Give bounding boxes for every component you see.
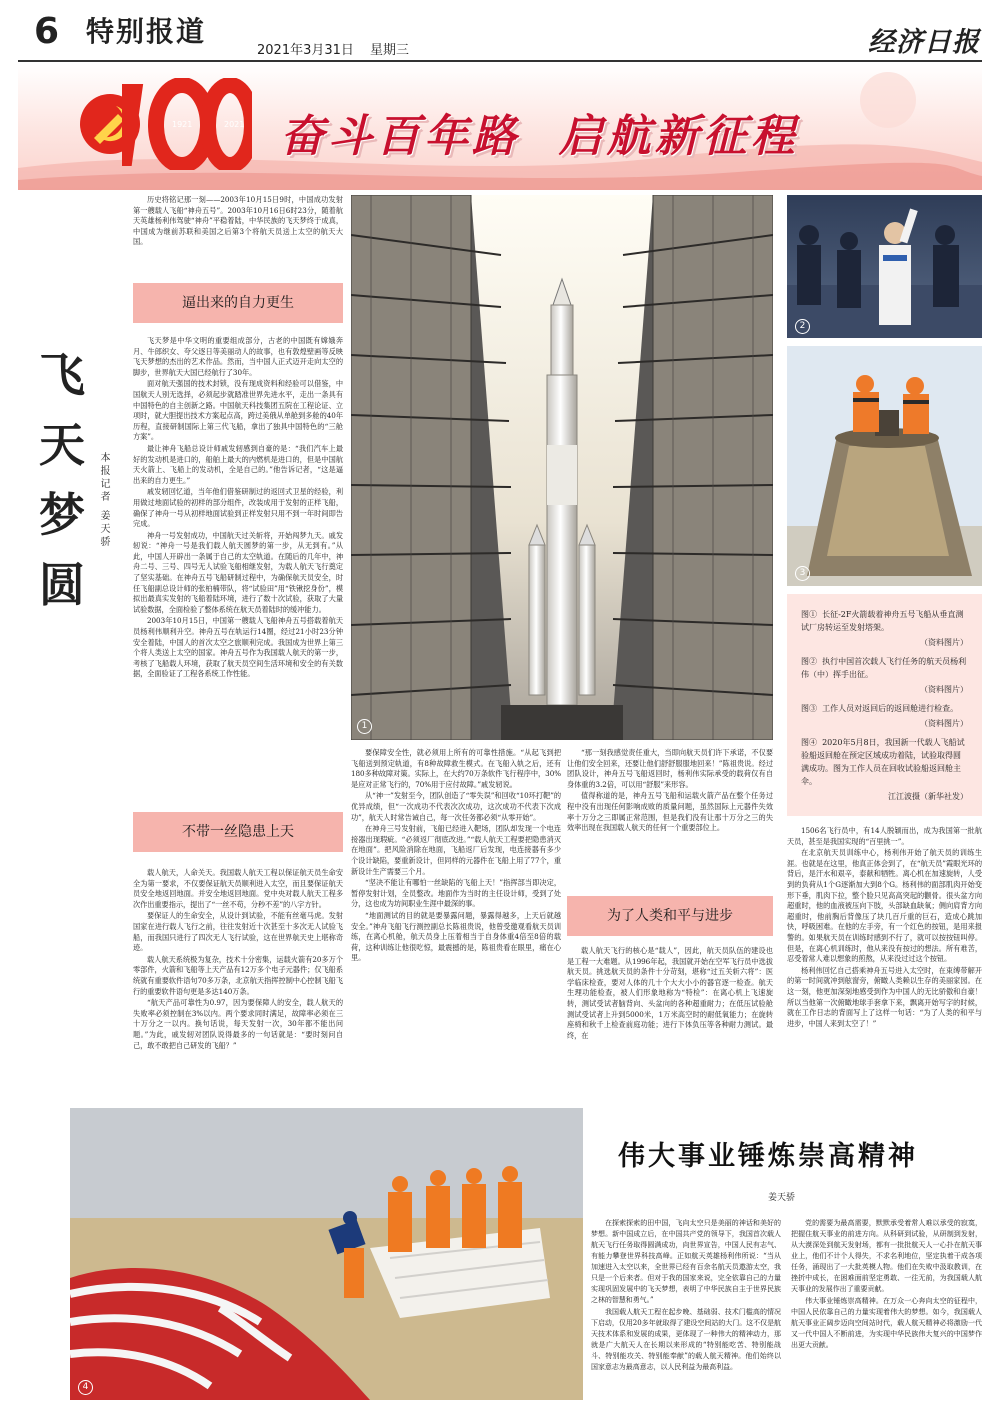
body-paragraph: 在北京航天员训练中心，杨利伟开始了航天员的训练生涯。也就是在这里，他真正体会到了，在“航天员”霞眼光环的背后，是汗水和艰辛，泰献和牺牲。离心机在加速旋转，人受到的负荷从1个G逐渐加大到8个G。杨利伟的面部肌肉开始变形下垂，肌肉下拉，整个脸只见高高突起的颧骨。很头盆方向超重时，他的血液被压向下肢，头部缺血缺氧；侧向肩背方向超重时，他前胸后背像压了块几百斤重的巨石，造成心跳加快，呼吸困难。在他的左手旁，有一个红色的按钮，是用来报警的。如果航天员在训练时感到不行了，就可以按按钮叫停。但是，在离心机训练时，他从来没有按过的想法。所有难苦，忍受着常人难以想象的煎熬，从来没过过这个按钮。 [787, 848, 982, 964]
photo-astronaut-send-off [787, 195, 982, 338]
column-1-part-2 [133, 868, 343, 1060]
page-number: 6 [34, 11, 60, 52]
caption-2 [801, 655, 968, 681]
body-paragraph: 载人航天飞行的核心是“载人”，因此，航天员队伍的建设也是工程一大难题。从1996年起，我国就开始在空军飞行员中选拔航天员。挑选航天员的条件十分苛刻，堪称“过五关斩六将”：医学临床检查，要对人体的几十个大大小小的器官逐一检查。航天生理功能检查，被人们形象地称为“特检”：在离心机上飞速旋转，测试受试者脑背向、头盆向的各种超重耐力；在低压试验舱测试受试者上升到5000米，1万米高空时的耐低氧能力；在旋转座椅和秋千上检查前庭功能；进行下体负压等各种耐力测试。最终，在 [567, 946, 773, 1040]
body-paragraph: 1506名飞行员中，有14人脱颖而出，成为我国第一批航天员，甚至是我国实现的“百里挑一”。 [787, 826, 982, 846]
body-paragraph: 党的需要为最高需要，默默承受着常人难以承受的寂寞，把握住航天事业的前进方向。从科研到试验，从研制到发射，从大漠深处到航天发射场，都有一批批航天人一心扑在航天事业上，他们不计个人得失，不求名利地位，坚定执着干成各项任务，涌现出了一大批英模人物。他们在失败中汲取教训，在挫折中成长，在困难面前坚定勇敢、一往无前，为我国载人航天事业的发展作出了重要贡献。 [791, 1219, 982, 1293]
caption-source: （资料图片） [920, 638, 968, 647]
caption-4 [801, 736, 968, 788]
byline: 本报记者 姜天骄 [98, 452, 109, 550]
caption-text: 长征-2F火箭载着神舟五号飞船从垂直测试厂房转运至发射塔架。 [801, 610, 964, 632]
column-4 [787, 826, 982, 1060]
header-rule [18, 60, 982, 62]
body-paragraph: 神舟一号发射成功，中国航天过关斩将，开始闯梦九天。戚发轫说：“神舟一号是我们载人航天圆梦的第一步，从无到有。”从此，中国人开辟出一条属于自己的太空轨道。在随后的几年中，神舟二号、三号、四号无人试验飞船相继发射，为载人航天飞行奠定了坚实基础。在神舟五号飞船研制过程中，为确保航天员安全，时任飞船副总设计师的张柏楠带队，将“试验田”用“铁锹挖身份”，模拟出最真实发射的飞船着陆环境，进行了数十次试验，获取了大量试验数据，全面检验了整体系统在航天员着陆时的缓冲能力。 [133, 530, 343, 614]
body-paragraph: 从“神一”发射至今，团队创造了“零失误”和回收“10环打靶”的优异成绩，但“一次成功不代表次次成功，这次成功不代表下次成功”，航天人时常告诫自己，每一次任务都必须“从零开始”。 [351, 791, 561, 822]
column-1-part-1 [133, 336, 343, 792]
body-paragraph: 伟大事业锤炼崇高精神。在万众一心奔向太空的征程中，中国人民依靠自己的力量实现着伟大的梦想。如今，我国载人航天事业正阔步迈向空间站时代，载人航天精神必将激励一代又一代中国人不断前进，为实现中华民族伟大复兴的中国梦作出更大贡献。 [791, 1297, 982, 1349]
caption-3 [801, 702, 968, 715]
astronaut-crowd-illustration [787, 195, 982, 338]
caption-label: 图④ [801, 738, 817, 747]
body-paragraph: “航天产品可靠性为0.97，因为要保障人的安全，载人航天的失败率必须控制在3%以内。两个要求同时满足，故障率必须在三十万分之一以内。换句话说，每天发射一次，30年都不能出问题。”为此，戚发轫对团队说得最多的一句话就是：“要时刻问自己，敢不敢把自己研发的飞船？” [133, 998, 343, 1050]
photo-captions [787, 594, 982, 816]
body-paragraph: 要保障安全性，就必须用上所有的可靠性措施。“从起飞到把飞船送到预定轨道，有8种故障救生模式。在飞船入轨之后，还有180多种故障对策。实际上，在大约70万条软件飞行程序中，30%是应对正常飞行的，70%用于应付故障。”戚发轫说。 [351, 748, 561, 789]
caption-source: （资料图片） [920, 719, 968, 728]
column-3-part-1 [567, 748, 773, 888]
centenary-emblem [78, 78, 258, 170]
subheading-3: 为了人类和平与进步 [567, 896, 773, 936]
caption-text: 执行中国首次载人飞行任务的航天员杨利伟（中）挥手出征。 [801, 657, 967, 679]
headline-char: 梦 [39, 488, 85, 542]
body-paragraph: 在探索探索的田中国，飞向太空只是美丽的神话和美好的梦想。新中国成立后，在中国共产党的领导下，我国首次载人航天飞行任务取得圆满成功，向世界宣告，中国人民有志气、有能力攀登世界科技高峰。正如航天英雄杨利伟所说：“当从加速进入太空以来，全世界已经有百余名航天员遨游太空，我只是一个后来者。但对于我的国家来说，完全依靠自己的力量实现巩固发展中的飞天梦想，表明了中华民族自主于世界民族之林的智慧和勇气。” [591, 1219, 781, 1304]
photo-number-badge: 3 [795, 566, 810, 581]
banner-year-start: 1921 [172, 120, 193, 129]
caption-label: 图③ [801, 704, 817, 713]
body-paragraph: 2003年10月15日，中国第一艘载人飞船神舟五号搭载着航天员杨利伟顺利升空。神舟五号在轨运行14圈，经过21小时23分钟安全着陆，中国人的首次太空之旅顺利完成。我国成为世界上第三个将人类送上太空的国家。神舟五号作为我国载人航天的第一步，考核了飞船载人环境，获取了航天员空间生活环境和安全的有关数据，全面验证了工程各系统工作性能。 [133, 616, 343, 679]
capsule-illustration [787, 346, 982, 586]
body-paragraph: 载人航天，人命关天。我国载人航天工程以保证航天员生命安全为第一要求，不仅要保证航天员顺利进入太空，而且要保证航天员安全地返回地面。并安全地返回地面。党中央对载人航天工程多次作出重要指示，提出了“一丝不苟，分秒不差”的八字方针。 [133, 868, 343, 909]
body-paragraph: 飞天梦是中华文明的重要组成部分，古老的中国既有嫦娥奔月、牛郎织女、夸父逐日等美丽动人的故事，也有敦煌壁画等反映飞天梦想的杰出的艺术作品。然而，当中国人正式迈开走向太空的脚步，世界航天大国已经航行了30年。 [133, 336, 343, 377]
newspaper-logo: 经济日报 [868, 27, 980, 58]
caption-1 [801, 608, 968, 634]
photo-number-badge: 2 [795, 319, 810, 334]
commentary-title: 伟大事业锤炼崇高精神 [618, 1141, 918, 1172]
body-paragraph: 面对航天强国的技术封锁，没有现成资料和经验可以借鉴，中国航天人别无选择，必须起步就踏准世界先进水平，走出一条具有中国特色的自主创新之路。中国航天科技集团五院在工程论证、立项时，就大胆提出技术方案起点高，跨过美俄从单舱到多舱的40年历程，直接研制国际上第三代飞船，拿出了独具中国特色的“三舱方案”。 [133, 379, 343, 442]
caption-source: （资料图片） [920, 685, 968, 694]
headline-char: 飞 [39, 348, 85, 402]
section-title: 特别报道 [86, 15, 207, 48]
body-paragraph: 最让神舟飞船总设计师戚发轫感到自豪的是：“我们汽车上最好的发动机是进口的，船舶上最大的内燃机是进口的，但是中国航天火箭上、飞船上的发动机，全是自己的。”他告诉记者，“这是逼出来的自力更生。” [133, 443, 343, 485]
body-paragraph: 我国载人航天工程在起步晚、基础弱、技术门槛高的情况下启动，仅用20多年就取得了建设空间站的大门。这不仅是航天技术体系和发展的成果，更体现了一种伟大的精神动力，那就是广大航天人在长期以来形成的“特别能吃苦、特别能战斗、特别能攻关、特别能奉献”的载人航天精神。他们始终以国家意志为最高意志，以人民利益为最高利益。 [591, 1308, 781, 1371]
body-paragraph: 值得称道的是，神舟五号飞船和运载火箭产品在整个任务过程中没有出现任何影响成败的质量问题，虽然国际上元器件失效率十万分之三即属正常范围，但是我们没有让那十万分之三的失效率出现在我国载人航天的任何一个重要部位上。 [567, 791, 773, 833]
body-paragraph: 载人航天系统极为复杂，技术十分密集，运载火箭有20多万个零部件，火箭和飞船等上天产品有12万多个电子元器件；仅飞船系统就有重要软件语句70多万条，北京航天指挥控制中心控制飞船飞行的重要软件语句更是多达140万条。 [133, 954, 343, 996]
body-paragraph: “那一刻我感觉责任重大，当即向航天员们许下承诺，不仅要让他们安全回来，还要让他们舒舒服服地回来！”陈祖贵说。经过团队设计，神舟五号飞船返回时，杨利伟实际承受的载荷仅有自身体重的3.2倍，可以用“舒服”来形容。 [567, 748, 773, 789]
column-3-part-2 [567, 946, 773, 1060]
body-paragraph: “坚决不能让有哪怕一丝缺陷的飞船上天！”指挥部当即决定，暂停发射计划，全员整改。地面作为当时的主任设计师，受到了处分，这也成为坊间职业生涯中最深的事。 [351, 878, 561, 909]
caption-text: 工作人员对返回后的返回舱进行检查。 [822, 704, 959, 713]
caption-source: 江江波摄（新华社发） [888, 792, 968, 801]
body-paragraph: 戚发轫回忆道，当年他们借鉴研制过的返回式卫星的经验，利用做过地面试验的初样的部分组件，改装成用于发射的正样飞船，确保了神舟一号从初样地面试验到正样发射只用不到一年时间即告完成。 [133, 487, 343, 529]
article-intro [133, 195, 343, 275]
photo-number-badge: 4 [78, 1380, 93, 1395]
photo-return-capsule [787, 346, 982, 586]
caption-label: 图② [801, 657, 817, 666]
caption-label: 图① [801, 610, 817, 619]
body-paragraph: 杨利伟回忆自己搭乘神舟五号进入太空时，在束缚带解开的第一时间就冲到舷窗旁，俯瞰人类赖以生存的美丽家园。在这一刻，他更加深刻地感受到作为中国人的无比骄傲和自豪！所以当他第一次俯瞰地球手套拿下来，飘离开始写字的时候，就在工作日志的背面写上了这样一句话：“为了人类的和平与进步，中国人来到太空了！” [787, 965, 982, 1028]
commentary-column-a [591, 1218, 781, 1402]
headline-char: 圆 [39, 558, 85, 612]
rocket-scene-illustration [351, 195, 773, 740]
headline-char: 天 [39, 418, 85, 472]
intro-paragraph: 历史将铭记那一刻——2003年10月15日9时，中国成功发射第一艘载人飞船“神舟五号”。2003年10月16日6时23分，随着航天英雄杨利伟驾驶“神舟”平稳着陆，中华民族的飞天梦终于成真，中国成为继前苏联和美国之后第3个将航天员送上太空的航天大国。 [133, 195, 343, 247]
commentary-column-b [791, 1218, 982, 1402]
caption-text: 2020年5月8日，我国新一代载人飞船试验船返回舱在预定区域成功着陆，试验取得圆满成功。图为工作人员在回收试验船返回舱主伞。 [801, 738, 965, 786]
banner [18, 64, 982, 190]
banner-year-end: 2021 [224, 120, 245, 129]
column-2 [351, 748, 561, 1060]
body-paragraph: “地面测试的目的就是要暴露问题，暴露得越多，上天后就越安全。”神舟飞船飞行测控副总长陈祖贵说，他曾受邀观看航天员训练，在离心机舱，航天员身上压着相当于自身体重4倍至8倍的载荷，这种训练让他很吃惊，最震撼的是，陈祖贵看在眼里，痛在心里。 [351, 910, 561, 963]
photo-parachute-recovery [70, 1108, 583, 1400]
photo-rocket-transfer [351, 195, 773, 740]
commentary-author: 姜天骄 [768, 1193, 796, 1203]
body-paragraph: 要保证人的生命安全，从设计到试验，不能有丝毫马虎。发射国家在进行载人飞行之前，往往发射近十次甚至十多次无人试验飞船，而我国只进行了四次无人飞行试验，这在世界航天史上堪称奇迹。 [133, 911, 343, 953]
headline-vertical [34, 340, 94, 620]
subheading-2: 不带一丝隐患上天 [133, 812, 343, 852]
issue-weekday: 星期三 [370, 43, 410, 58]
parachute-scene-illustration [70, 1108, 583, 1400]
subheading-1: 逼出来的自力更生 [133, 283, 343, 323]
body-paragraph: 在神舟三号发射前，飞船已经进入靶场，团队却发现一个电连接器出现瑕疵。“必须返厂彻底改进。”“载人航天工程要把隐患消灭在地面”。把风险消除在地面，飞船返厂后发现，电连接器有多少个设计缺陷，要重新设计，但同样的元器件在飞船上用了77个，重新设计生产需要三个月。 [351, 824, 561, 876]
issue-date: 2021年3月31日 [257, 43, 354, 58]
banner-title: 奋斗百年路 启航新征程 [280, 111, 799, 162]
photo-number-badge: 1 [357, 719, 372, 734]
